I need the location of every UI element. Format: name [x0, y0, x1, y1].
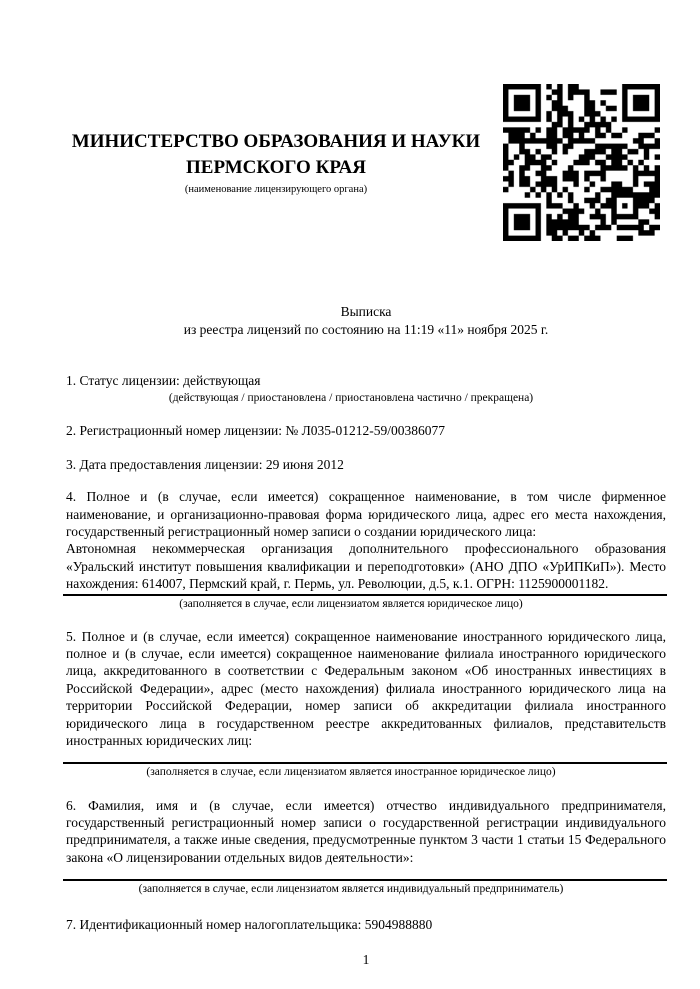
ministry-name-line1: МИНИСТЕРСТВО ОБРАЗОВАНИЯ И НАУКИ: [71, 131, 481, 152]
foreign-entity-caption: (заполняется в случае, если лицензиатом является иностранное юридическое лицо): [146, 765, 556, 778]
registration-number-item: 2. Регистрационный номер лицензии: № Л035-01212-59/00386077: [66, 423, 446, 439]
ministry-header: [66, 129, 486, 196]
licensing-authority-caption: (наименование лицензирующего органа): [184, 184, 368, 195]
entrepreneur-item: 6. Фамилия, имя и (в случае, если имеется) отчество индивидуального предпринимателя, государственный регистрационный номер записи о государственной регистрации индивидуального предпринимателя, а также иные сведения, предусмотренные пунктом 3 части 1 статьи 15 Федерального закона «О лицензировании отдельных видов деятельности»:: [66, 797, 666, 865]
title-line1: Выписка: [340, 304, 392, 319]
title-line2: из реестра лицензий по состоянию на 11:19 «11» ноября 2025 г.: [183, 321, 549, 337]
ministry-name-line2: ПЕРМСКОГО КРАЯ: [186, 157, 366, 178]
legal-entity-divider: [63, 594, 667, 596]
license-date-item: 3. Дата предоставления лицензии: 29 июня 2012: [66, 456, 344, 472]
document-title: [66, 303, 666, 338]
legal-entity-value: Автономная некоммерческая организация дополнительного профессионального образования «Уральский институт повышения квалификации и переподготовки» (АНО ДПО «УрИПКиП»). Место нахождения: 614007, Пермский край, г. Пермь, ул. Революции, д.5, к.1. ОГРН: 1125900001182.: [66, 541, 666, 592]
license-status-item: 1. Статус лицензии: действующая: [66, 373, 261, 388]
taxpayer-number-item: 7. Идентификационный номер налогоплательщика: 5904988880: [66, 917, 433, 933]
page-number: 1: [362, 951, 370, 967]
foreign-entity-divider: [63, 762, 667, 764]
entrepreneur-divider: [63, 879, 667, 881]
legal-entity-caption: (заполняется в случае, если лицензиатом является юридическое лицо): [179, 597, 523, 610]
foreign-entity-item: 5. Полное и (в случае, если имеется) сокращенное наименование иностранного юридического лица, полное и (в случае, если имеется) сокращенное наименование филиала иностранного юридического лица, аккредитованного в соответствии с Федеральным законом «Об иностранных инвестициях в Российской Федерации», адрес (место нахождения) филиала иностранного юридического лица на территории Российской Федерации, номер записи об аккредитации филиала иностранного юридического лица в государственном реестре аккредитованных филиалов, представительств иностранных юридических лиц:: [66, 628, 666, 749]
legal-entity-item: 4. Полное и (в случае, если имеется) сокращенное наименование, в том числе фирменное наименование, и организационно-правовая форма юридического лица, адрес его места нахождения, государственный регистрационный номер записи о создании юридического лица:: [66, 489, 666, 540]
entrepreneur-caption: (заполняется в случае, если лицензиатом является индивидуальный предприниматель): [138, 883, 564, 896]
license-status-caption: (действующая / приостановлена / приостановлена частично / прекращена): [168, 392, 534, 405]
qr-code: [503, 84, 660, 241]
